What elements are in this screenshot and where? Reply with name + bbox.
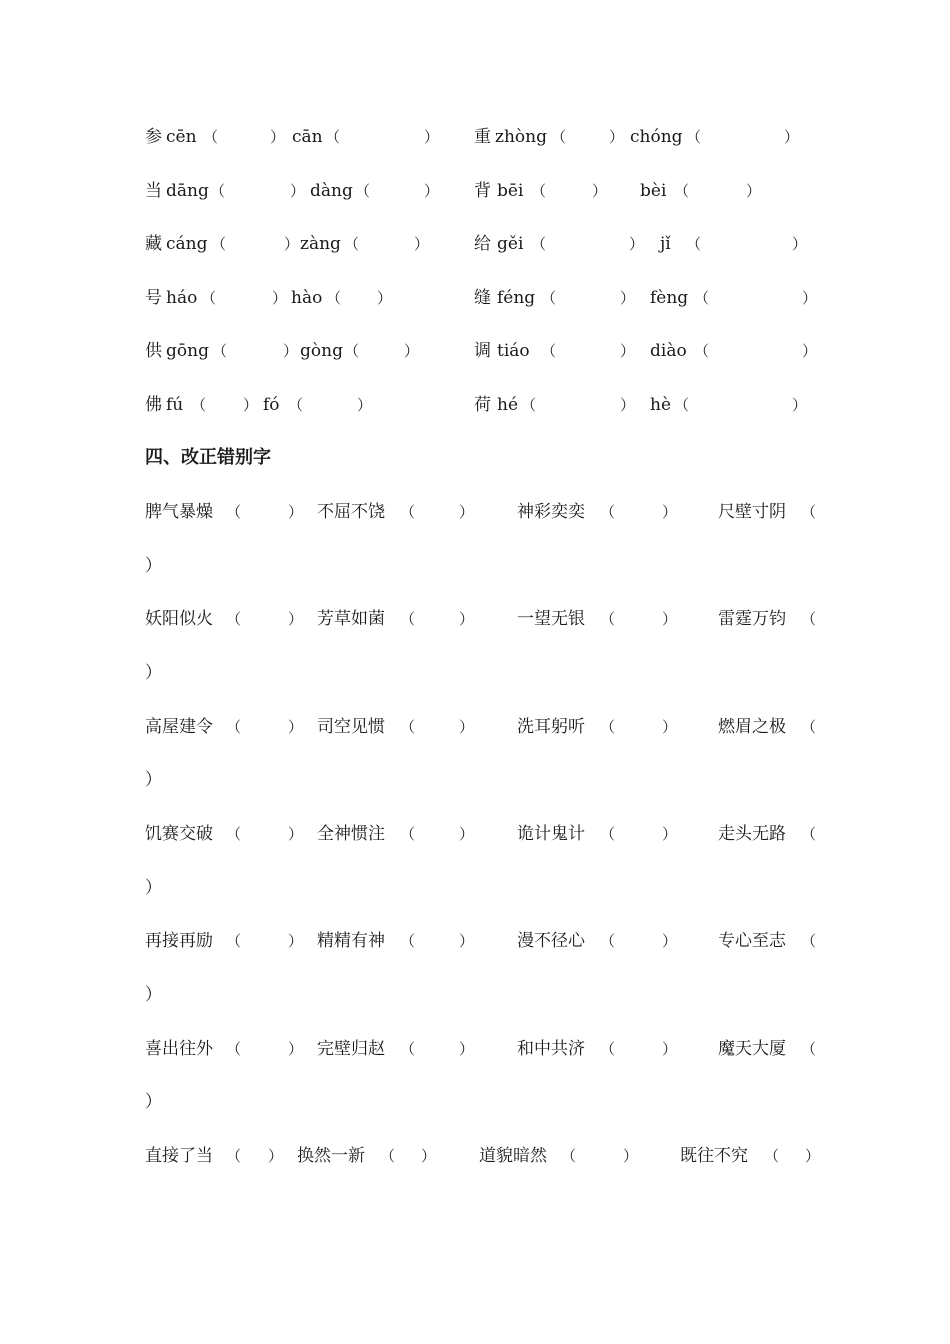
close-paren: ） (792, 235, 808, 253)
idiom-text: 直接了当 (145, 1146, 213, 1166)
open-paren: （ (600, 610, 616, 628)
close-paren: ） (459, 610, 475, 628)
open-paren: （ (344, 235, 360, 253)
close-paren: ） (424, 182, 440, 200)
open-paren: （ (686, 235, 702, 253)
pinyin: gōng (166, 341, 209, 361)
open-paren: （ (380, 1147, 396, 1165)
idiom-text: 走头无路 (718, 824, 786, 844)
close-paren: ） (288, 932, 304, 950)
close-paren: ） (784, 128, 800, 146)
char: 给 (474, 234, 491, 254)
pinyin-row (0, 229, 950, 259)
pinyin: cēn (166, 127, 197, 147)
pinyin: fú (166, 395, 184, 415)
pinyin: cān (292, 127, 323, 147)
char: 藏 (145, 234, 162, 254)
pinyin-row (0, 176, 950, 206)
open-paren: （ (191, 396, 207, 414)
open-paren: （ (201, 289, 217, 307)
idiom-text: 高屋建令 (145, 717, 213, 737)
pinyin: hé (497, 395, 519, 415)
close-paren: ） (145, 663, 162, 683)
pinyin: háo (166, 288, 198, 308)
close-paren: ） (421, 1147, 437, 1165)
idiom-text: 司空见惯 (317, 717, 385, 737)
close-paren: ） (802, 342, 818, 360)
pinyin: bèi (640, 181, 667, 201)
section-title: 四、改正错别字 (145, 447, 271, 468)
pinyin: gěi (497, 234, 524, 254)
open-paren: （ (801, 610, 817, 628)
close-paren: ） (288, 1040, 304, 1058)
close-paren: ） (620, 396, 636, 414)
open-paren: （ (531, 235, 547, 253)
close-paren: ） (145, 770, 162, 790)
close-paren: ） (459, 1040, 475, 1058)
open-paren: （ (801, 932, 817, 950)
pinyin: hào (291, 288, 323, 308)
idiom-text: 诡计鬼计 (517, 824, 585, 844)
pinyin-row (0, 283, 950, 313)
open-paren: （ (400, 503, 416, 521)
open-paren: （ (226, 1040, 242, 1058)
open-paren: （ (521, 396, 537, 414)
idiom-text: 燃眉之极 (718, 717, 786, 737)
char: 供 (145, 341, 162, 361)
close-paren: ） (623, 1147, 639, 1165)
idiom-text: 完壁归赵 (317, 1039, 385, 1059)
idiom-row (0, 497, 950, 527)
idiom-text: 道貌暗然 (479, 1146, 547, 1166)
idiom-text: 脾气暴燥 (145, 502, 213, 522)
close-paren: ） (805, 1147, 821, 1165)
open-paren: （ (326, 289, 342, 307)
close-paren: ） (459, 932, 475, 950)
open-paren: （ (400, 825, 416, 843)
close-paren: ） (746, 182, 762, 200)
idiom-text: 专心至志 (718, 931, 786, 951)
close-paren: ） (620, 342, 636, 360)
pinyin: tiáo (497, 341, 530, 361)
open-paren: （ (325, 128, 341, 146)
close-paren: ） (424, 128, 440, 146)
idiom-text: 精精有神 (317, 931, 385, 951)
open-paren: （ (801, 718, 817, 736)
idiom-text: 漫不径心 (517, 931, 585, 951)
close-paren: ） (620, 289, 636, 307)
close-paren: ） (288, 503, 304, 521)
close-paren: ） (272, 289, 288, 307)
open-paren: （ (210, 182, 226, 200)
close-paren: ） (662, 932, 678, 950)
open-paren: （ (400, 1040, 416, 1058)
close-paren: ） (284, 235, 300, 253)
open-paren: （ (600, 932, 616, 950)
idiom-text: 雷霆万钧 (718, 609, 786, 629)
open-paren: （ (541, 289, 557, 307)
open-paren: （ (226, 718, 242, 736)
close-paren: ） (459, 825, 475, 843)
idiom-text: 既往不究 (680, 1146, 748, 1166)
open-paren: （ (801, 503, 817, 521)
open-paren: （ (674, 182, 690, 200)
pinyin: féng (497, 288, 536, 308)
pinyin: zhòng (495, 127, 547, 147)
close-paren: ） (357, 396, 373, 414)
char: 背 (474, 181, 491, 201)
open-paren: （ (212, 342, 228, 360)
close-paren: ） (459, 718, 475, 736)
idiom-text: 一望无银 (517, 609, 585, 629)
pinyin: diào (650, 341, 687, 361)
pinyin: dāng (166, 181, 209, 201)
pinyin-row (0, 390, 950, 420)
open-paren: （ (355, 182, 371, 200)
pinyin: chóng (630, 127, 683, 147)
open-paren: （ (694, 342, 710, 360)
close-paren: ） (290, 182, 306, 200)
close-paren: ） (145, 878, 162, 898)
pinyin: hè (650, 395, 672, 415)
char: 重 (474, 127, 491, 147)
pinyin-row (0, 336, 950, 366)
close-paren: ） (662, 718, 678, 736)
idiom-text: 不屈不饶 (317, 502, 385, 522)
pinyin: fó (263, 395, 280, 415)
open-paren: （ (344, 342, 360, 360)
open-paren: （ (288, 396, 304, 414)
idiom-text: 再接再励 (145, 931, 213, 951)
idiom-text: 芳草如菌 (317, 609, 385, 629)
open-paren: （ (674, 396, 690, 414)
char: 佛 (145, 395, 162, 415)
idiom-text: 神彩奕奕 (517, 502, 585, 522)
close-paren: ） (662, 610, 678, 628)
open-paren: （ (203, 128, 219, 146)
open-paren: （ (600, 1040, 616, 1058)
idiom-row (0, 604, 950, 634)
pinyin: gòng (300, 341, 343, 361)
close-paren: ） (459, 503, 475, 521)
idiom-text: 喜出往外 (145, 1039, 213, 1059)
open-paren: （ (400, 610, 416, 628)
close-paren: ） (609, 128, 625, 146)
open-paren: （ (600, 825, 616, 843)
idiom-text: 饥赛交破 (145, 824, 213, 844)
open-paren: （ (541, 342, 557, 360)
open-paren: （ (211, 235, 227, 253)
char: 当 (145, 181, 162, 201)
close-paren: ） (243, 396, 259, 414)
pinyin: cáng (166, 234, 208, 254)
close-paren: ） (145, 985, 162, 1005)
idiom-text: 尺壁寸阴 (718, 502, 786, 522)
open-paren: （ (226, 503, 242, 521)
close-paren: ） (662, 503, 678, 521)
pinyin: jǐ (660, 234, 671, 254)
close-paren: ） (629, 235, 645, 253)
open-paren: （ (801, 1040, 817, 1058)
open-paren: （ (600, 503, 616, 521)
pinyin-row (0, 122, 950, 152)
char: 调 (474, 341, 491, 361)
open-paren: （ (551, 128, 567, 146)
idiom-text: 妖阳似火 (145, 609, 213, 629)
open-paren: （ (764, 1147, 780, 1165)
close-paren: ） (404, 342, 420, 360)
open-paren: （ (226, 610, 242, 628)
close-paren: ） (662, 825, 678, 843)
char: 荷 (474, 395, 491, 415)
idiom-text: 和中共济 (517, 1039, 585, 1059)
open-paren: （ (226, 1147, 242, 1165)
open-paren: （ (226, 932, 242, 950)
pinyin: fèng (650, 288, 689, 308)
close-paren: ） (377, 289, 393, 307)
idiom-row (0, 819, 950, 849)
char: 参 (145, 127, 162, 147)
close-paren: ） (792, 396, 808, 414)
close-paren: ） (288, 610, 304, 628)
close-paren: ） (592, 182, 608, 200)
open-paren: （ (694, 289, 710, 307)
close-paren: ） (270, 128, 286, 146)
open-paren: （ (531, 182, 547, 200)
pinyin: dàng (310, 181, 353, 201)
open-paren: （ (600, 718, 616, 736)
close-paren: ） (288, 825, 304, 843)
idiom-text: 洗耳躬听 (517, 717, 585, 737)
open-paren: （ (400, 718, 416, 736)
char: 号 (145, 288, 162, 308)
idiom-row (0, 1034, 950, 1064)
open-paren: （ (801, 825, 817, 843)
close-paren: ） (283, 342, 299, 360)
close-paren: ） (268, 1147, 284, 1165)
char: 缝 (474, 288, 491, 308)
idiom-row (0, 926, 950, 956)
open-paren: （ (226, 825, 242, 843)
close-paren: ） (288, 718, 304, 736)
close-paren: ） (662, 1040, 678, 1058)
close-paren: ） (145, 1092, 162, 1112)
idiom-row (0, 712, 950, 742)
open-paren: （ (561, 1147, 577, 1165)
pinyin: bēi (497, 181, 524, 201)
pinyin: zàng (300, 234, 341, 254)
idiom-text: 魔天大厦 (718, 1039, 786, 1059)
idiom-row (0, 1141, 950, 1171)
idiom-text: 换然一新 (297, 1146, 365, 1166)
close-paren: ） (414, 235, 430, 253)
open-paren: （ (686, 128, 702, 146)
open-paren: （ (400, 932, 416, 950)
close-paren: ） (145, 556, 162, 576)
close-paren: ） (802, 289, 818, 307)
idiom-text: 全神惯注 (317, 824, 385, 844)
